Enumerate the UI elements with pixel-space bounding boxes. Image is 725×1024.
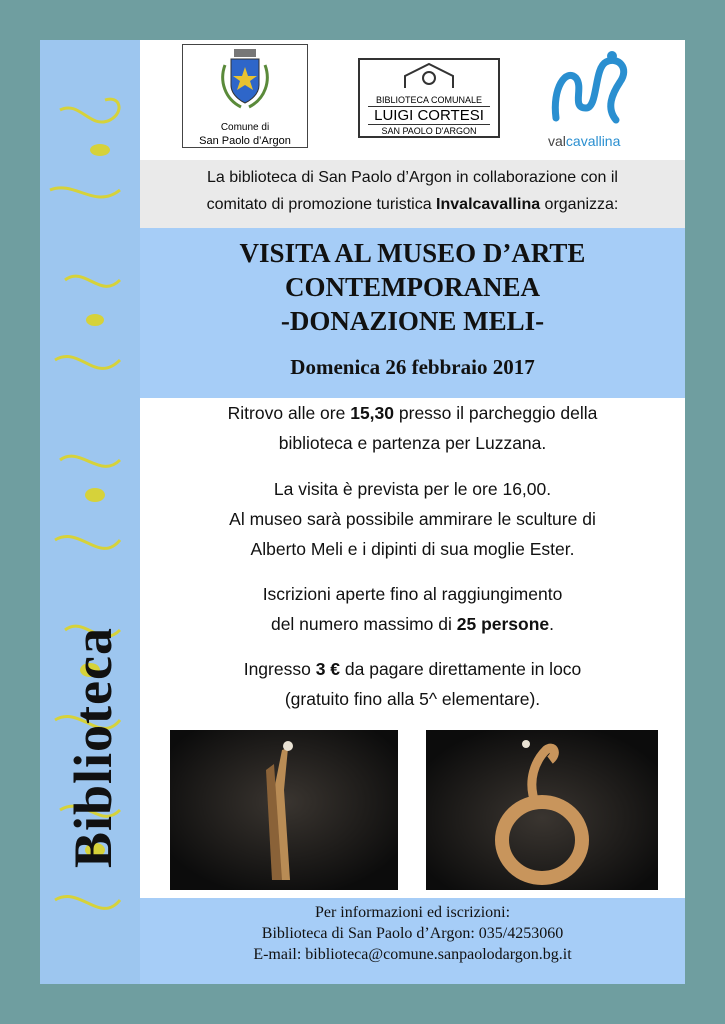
registration-line-2 xyxy=(140,609,685,639)
valcavallina-logo xyxy=(546,48,636,149)
visit-line-3: Alberto Meli e i dipinti di sua moglie Ester. xyxy=(250,539,575,559)
val-text: val xyxy=(548,133,566,149)
library-building-icon xyxy=(360,60,498,90)
entry-line-2: (gratuito fino alla 5^ elementare). xyxy=(284,689,541,709)
intro-line-2 xyxy=(140,191,685,218)
entry-line-1 xyxy=(140,654,685,684)
event-title xyxy=(140,236,685,338)
title-line-2: CONTEMPORANEA xyxy=(285,272,540,302)
intro-line-1: La biblioteca di San Paolo d’Argon in collaborazione con il xyxy=(207,169,618,186)
entry-price: 3 € xyxy=(315,659,341,679)
max-people: 25 persone xyxy=(456,614,550,634)
intro-line-2a: comitato di promozione turistica xyxy=(206,196,437,213)
title-line-3: -DONAZIONE MELI- xyxy=(280,306,545,336)
sculpture-2-image xyxy=(426,730,658,890)
intro-text xyxy=(140,160,685,218)
biblio-line-3: SAN PAOLO D'ARGON xyxy=(381,126,477,136)
p4a: Ingresso xyxy=(243,659,316,679)
p3b: del numero massimo di xyxy=(270,614,457,634)
intro-line-2c: organizza: xyxy=(540,196,619,213)
meeting-line-2: biblioteca e partenza per Luzzana. xyxy=(278,433,547,453)
event-date: Domenica 26 febbraio 2017 xyxy=(290,355,535,379)
p1c: presso il parcheggio della xyxy=(394,403,598,423)
sculpture-1-image xyxy=(170,730,398,890)
footer-email: E-mail: biblioteca@comune.sanpaolodargon.bg.it xyxy=(253,946,572,963)
side-title-biblioteca: Biblioteca xyxy=(63,627,123,868)
paragraph-entry xyxy=(140,654,685,714)
valcavallina-wordmark xyxy=(546,133,636,149)
sculpture-photo-2 xyxy=(426,730,658,890)
p4c: da pagare direttamente in loco xyxy=(340,659,582,679)
sculpture-photo-1 xyxy=(170,730,398,890)
footer-line-1: Per informazioni ed iscrizioni: xyxy=(314,904,511,921)
coat-of-arms-icon xyxy=(183,45,307,111)
visit-line-2: Al museo sarà possibile ammirare le sculture di xyxy=(229,509,596,529)
title-line-1: VISITA AL MUSEO D’ARTE xyxy=(239,238,586,268)
footer-phone: Biblioteca di San Paolo d’Argon: 035/4253060 xyxy=(261,925,564,942)
visit-line-1: La visita è prevista per le ore 16,00. xyxy=(273,479,552,499)
cavallina-text: cavallina xyxy=(565,133,621,149)
meeting-line-1 xyxy=(140,398,685,428)
meeting-time: 15,30 xyxy=(350,403,395,423)
biblioteca-logo xyxy=(358,58,500,138)
paragraph-visit xyxy=(140,474,685,564)
p3d: . xyxy=(549,614,555,634)
comune-caption-1: Comune di xyxy=(220,122,270,133)
comune-logo xyxy=(182,44,308,148)
biblio-line-2: LUIGI CORTESI xyxy=(368,106,490,125)
invalcavallina-text: Invalcavallina xyxy=(436,196,541,213)
registration-line-1: Iscrizioni aperte fino al raggiungimento xyxy=(262,584,563,604)
comune-caption-2: San Paolo d’Argon xyxy=(199,135,291,147)
valcavallina-mark-icon xyxy=(546,48,636,128)
p1a: Ritrovo alle ore xyxy=(227,403,351,423)
paragraph-registration xyxy=(140,579,685,639)
contact-footer xyxy=(140,902,685,965)
paragraph-meeting xyxy=(140,398,685,458)
biblio-line-1: BIBLIOTECA COMUNALE xyxy=(375,95,483,105)
